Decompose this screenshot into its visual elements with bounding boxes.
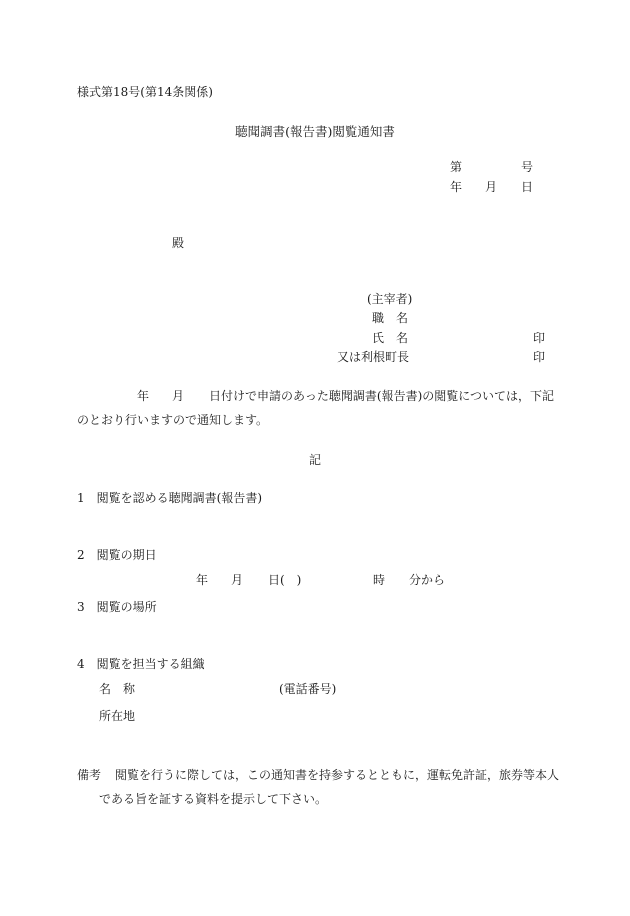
- ki-heading: 記: [308, 453, 321, 467]
- mayor-label: 又は利根町長: [337, 350, 410, 364]
- item-2-day: 日( ): [268, 573, 302, 587]
- item-3: 3 閲覧の場所: [77, 600, 157, 614]
- item-4: 4 閲覧を担当する組織: [77, 657, 205, 671]
- number-suffix: 号: [521, 160, 534, 174]
- seal-mark: 印: [533, 350, 546, 364]
- recipient-honorific: 殿: [172, 236, 185, 250]
- item-2: 2 閲覧の期日: [77, 548, 157, 562]
- name-label: 氏 名: [372, 331, 409, 345]
- item-2-month: 月: [231, 573, 244, 587]
- body-month: 月: [172, 389, 185, 403]
- item-1: 1 閲覧を認める聴聞調書(報告書): [77, 491, 262, 505]
- item-4-phone: (電話番号): [279, 682, 337, 696]
- form-number: 様式第18号(第14条関係): [77, 85, 213, 99]
- presider-label: (主宰者): [367, 292, 413, 306]
- seal-mark: 印: [533, 331, 546, 345]
- issue-date-month: 月: [485, 180, 498, 194]
- remarks-label: 備考: [77, 768, 102, 782]
- item-4-name: 名 称: [99, 682, 136, 696]
- remarks-line1: 閲覧を行うに際しては，この通知書を持参するとともに，運転免許証，旅券等本人: [115, 768, 560, 782]
- item-2-hour: 時: [373, 573, 386, 587]
- number-prefix: 第: [450, 160, 463, 174]
- issue-date-day: 日: [521, 180, 534, 194]
- issue-date-year: 年: [450, 180, 463, 194]
- body-year: 年: [137, 389, 150, 403]
- remarks-line2: である旨を証する資料を提示して下さい。: [99, 792, 328, 806]
- item-4-location: 所在地: [99, 709, 136, 723]
- body-line1: 日付けで申請のあった聴聞調書(報告書)の閲覧については，下記: [209, 389, 555, 403]
- document-title: 聴聞調書(報告書)閲覧通知書: [235, 124, 395, 139]
- item-2-minute: 分から: [409, 573, 446, 587]
- body-line2: のとおり行いますので通知します。: [77, 413, 269, 427]
- item-2-year: 年: [196, 573, 209, 587]
- position-label: 職 名: [372, 311, 409, 325]
